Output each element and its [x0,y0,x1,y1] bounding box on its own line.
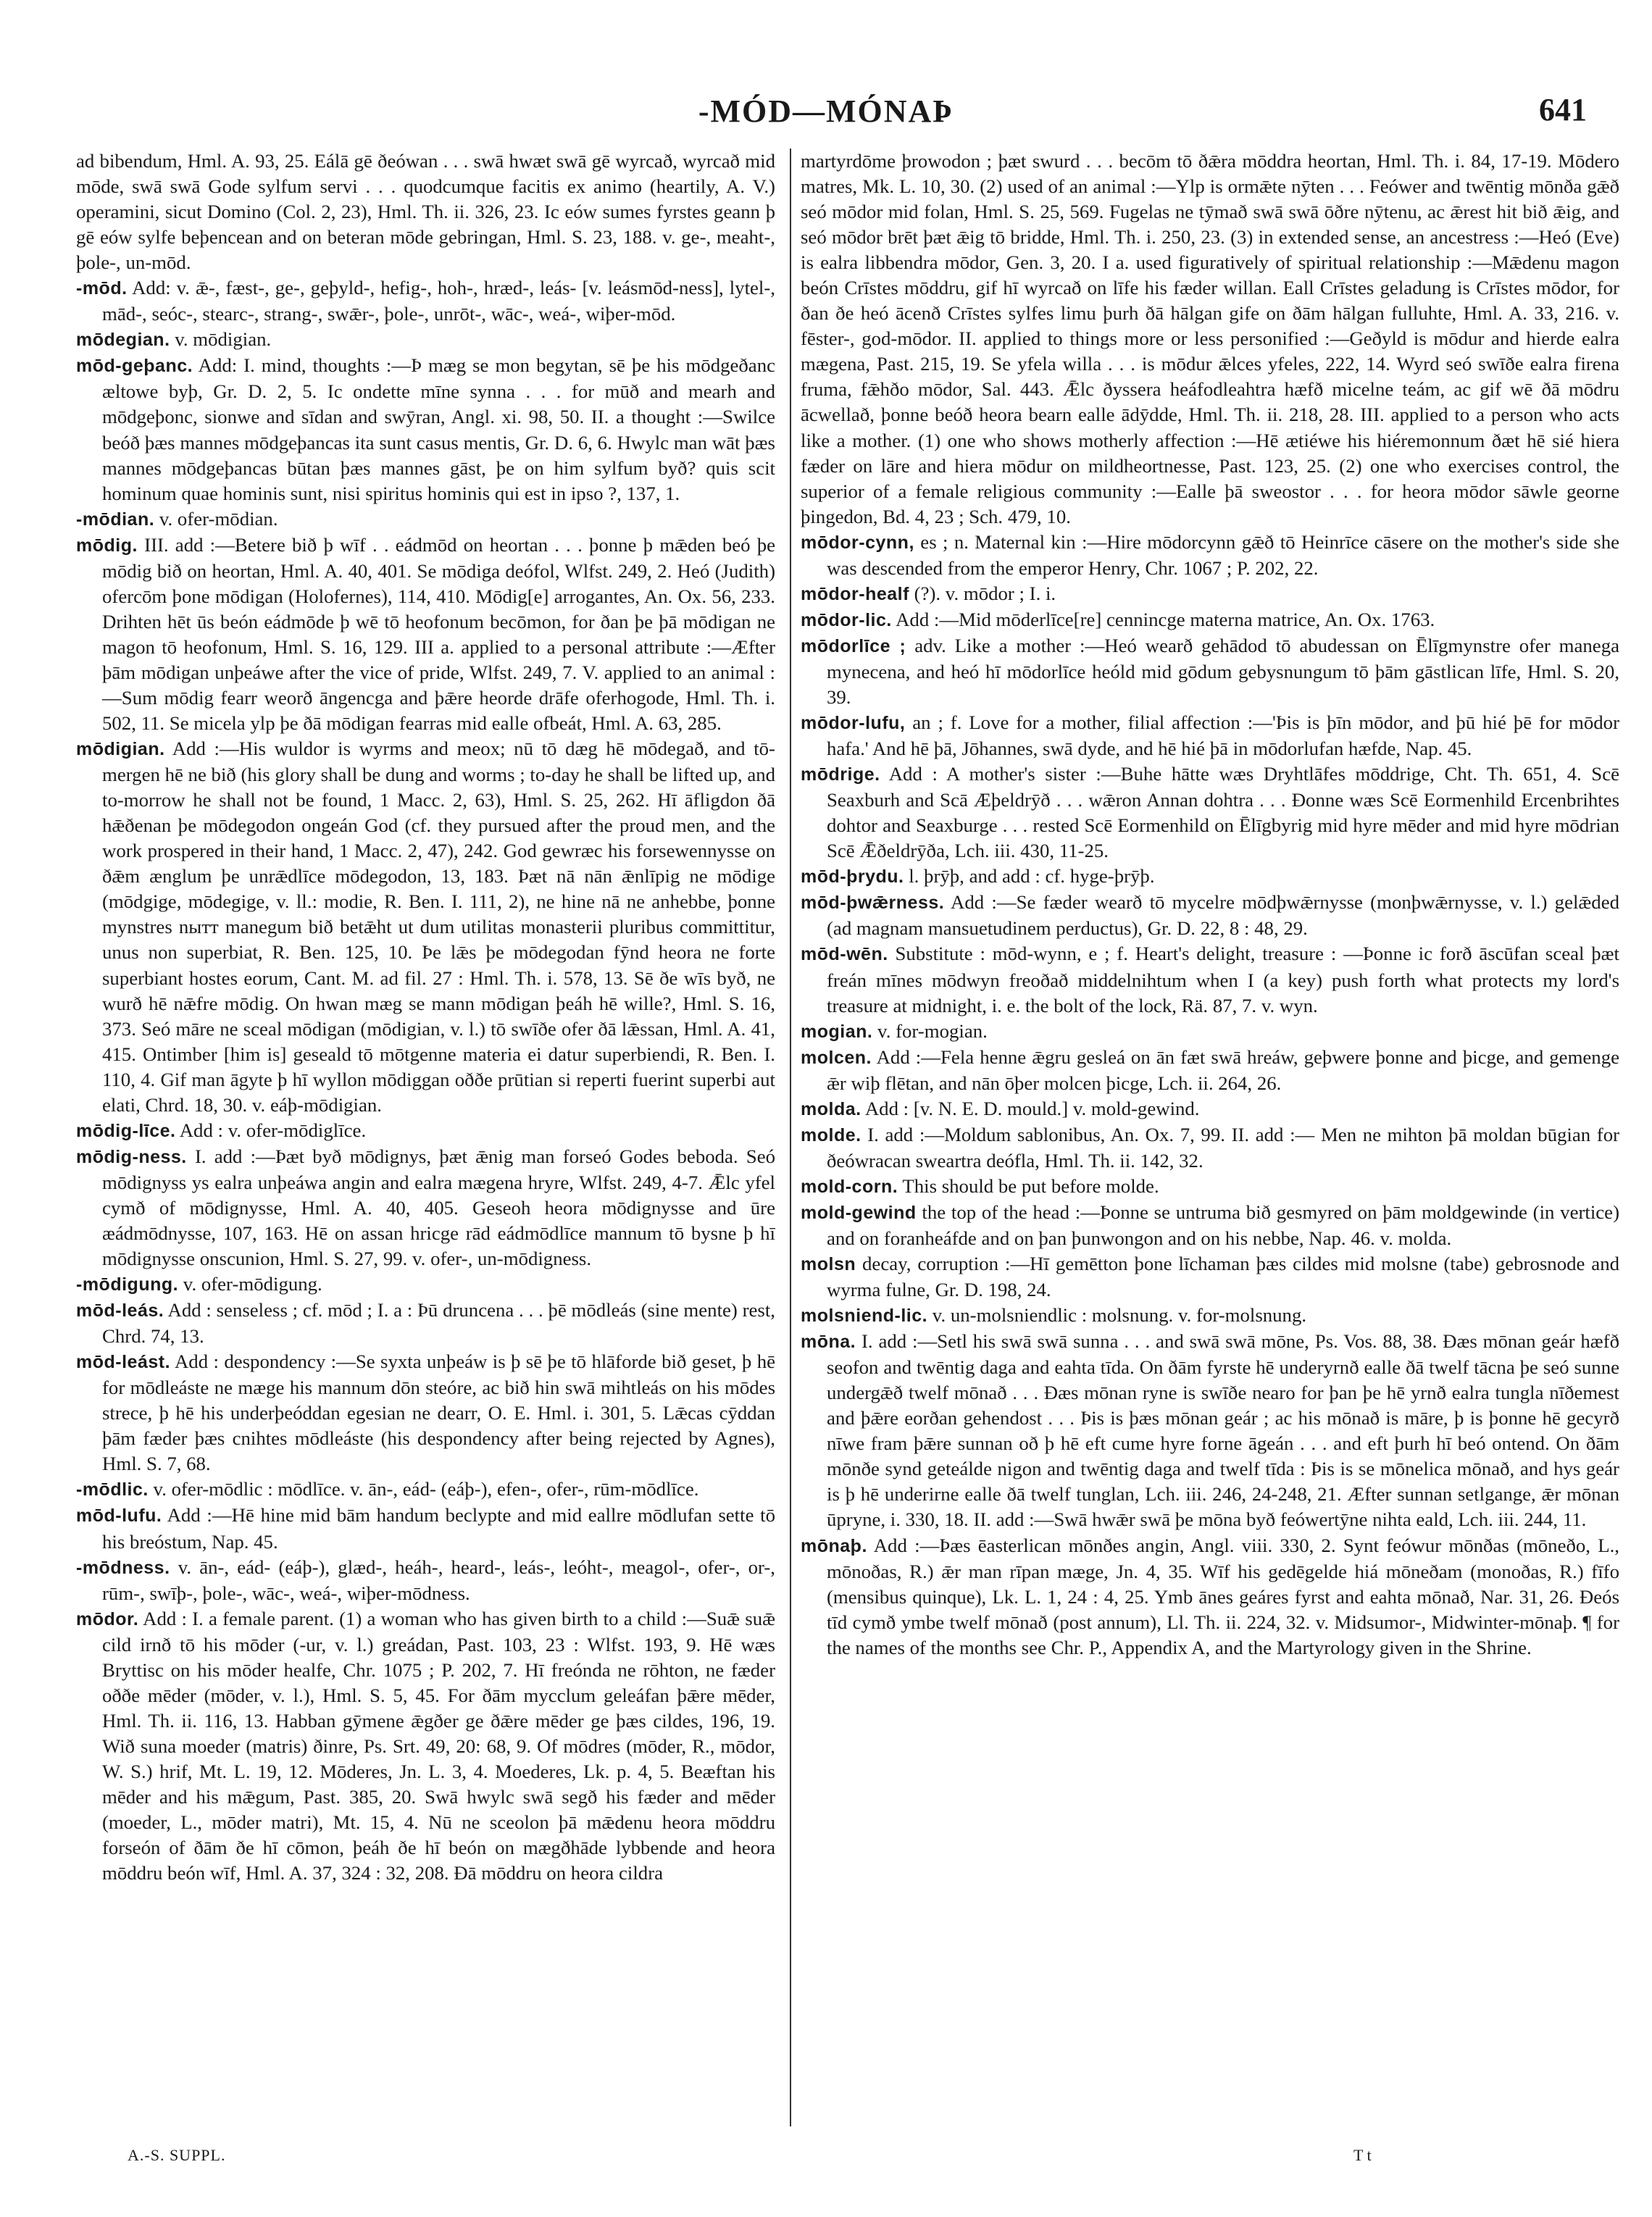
entry-text: Add : senseless ; cf. mōd ; I. a : Þū druncena . . . þē mōdleás (sine mente) rest, Chrd. 74, 13. [102,1299,775,1348]
entry-headword: mold-gewind [801,1202,917,1223]
entry-headword: molda. [801,1098,862,1119]
entry-text: Add :—Þæs ēasterlican mōnðes angin, Angl. viii. 330, 2. Synt feówur mōnðas (mōneðo, L., mōnoðas, R.) ǣr man rīpan mæge, Jn. 4, 35. Wīf his gedēgelde hiá mōneðam (monoðas, R.) fīfo (mensibus quinque), Lk. L. 1, 24 : 4, 25. Ymb ānes geáres fyrst and eahta mōnað, Nar. 31, 26. Ðeós tīd cymð ymbe twelf mōnað (post annum), Ll. Th. ii. 224, 32. v. Midsumor-, Midwinter-mōnaþ. ¶ for the names of the months see Chr. P., Appendix A, and the Martyrology given in the Shrine. [827,1534,1619,1658]
entry-headword: mōdig-līce. [76,1120,176,1141]
dictionary-entry [801,1303,1619,1329]
dictionary-entry [801,530,1619,581]
entry-text: decay, corruption :—Hī gemētton þone līchaman þæs cildes mid molsne (tabe) gebrosnode and wyrma fulne, Gr. D. 198, 24. [827,1253,1619,1301]
entry-headword: -mōdian. [76,509,155,530]
dictionary-entry [76,327,775,353]
dictionary-entry [76,736,775,1118]
dictionary-entry [76,1144,775,1272]
entry-headword: mōdor-cynn, [801,532,914,553]
entry-text: es ; n. Maternal kin :—Hire mōdorcynn gǣð tō Heinrīce cāsere on the mother's side she was descended from the emperor Henry, Chr. 1067 ; P. 202, 22. [827,530,1619,579]
dictionary-entry [76,1118,775,1144]
dictionary-entry [801,1122,1619,1174]
entry-text: I. add :—Moldum sablonibus, An. Ox. 7, 99. II. add :— Men ne mihton þā moldan būgian for ðeówracan sweartra deófla, Hml. Th. ii. 142, 32. [827,1123,1619,1172]
dictionary-entry [76,1477,775,1503]
entry-headword: mōdor-lufu, [801,713,906,734]
dictionary-entry [801,1019,1619,1045]
entry-headword: molsn [801,1254,856,1275]
entry-headword: mōdigian. [76,739,165,760]
entry-headword: -mōdlic. [76,1479,149,1500]
entry-headword: mōd-þwǣrness. [801,893,945,914]
entry-headword: mōd-lufu. [76,1506,162,1527]
entry-headword: mold-corn. [801,1176,898,1197]
entry-headword: mōna. [801,1332,856,1353]
entry-headword: mōdor-healf [801,583,909,604]
dictionary-entry [801,1045,1619,1096]
dictionary-entry [801,890,1619,941]
entry-headword: mōd-wēn. [801,944,888,965]
entry-headword: mōdig. [76,535,138,556]
entry-text: v. for-mogian. [877,1019,988,1042]
entry-text: Add : A mother's sister :—Buhe hātte wæs Dryhtlāfes mōddrige, Cht. Th. 651, 4. Scē Seaxburh and Scā Æþeldrȳð . . . wǣron Annan dohtra . . . Ðonne wæs Scē Eormenhild Ercenbrihtes dohtor and Seaxburge . . . rested Scē Eormenhild on Ēlīgbyrig mid hyre mēder and mid hyre mōdrian Scē Ǣðeldrȳða, Lch. iii. 430, 11-25. [827,763,1619,862]
entry-headword: mōnaþ. [801,1535,867,1556]
dictionary-entry [801,149,1619,530]
entry-text: III. add :—Betere bið þ wīf . . eádmōd on heortan . . . þonne þ mǣden beó þe mōdig bið on heortan, Hml. A. 40, 401. Se mōdiga deófol, Wlfst. 249, 2. Heó (Judith) ofercōm þone mōdigan (Holofernes), 114, 410. Mōdig[e] arrogantes, An. Ox. 56, 233. Drihten hēt ūs beón eádmōde þ wē tō heofonum becōmon, for ðan þe þā mōdigan ne magon tō heofonum, Hml. S. 16, 129. III a. applied to a personal attribute :—Æfter þām mōdigan unþeáwe after the vice of pride, Wlfst. 249, 7. V. applied to an animal :—Sum mōdig fearr weorð āngencga and þǣre heorde drāfe oferhogode, Hml. Th. i. 502, 11. Se micela ylp þe ðā mōdigan fearras mid ealle ofbeát, Hml. A. 63, 285. [102,533,775,735]
dictionary-entry [801,1096,1619,1122]
column-divider [790,149,791,2126]
dictionary-entry [801,1533,1619,1661]
dictionary-entry [76,353,775,506]
entry-headword: mogian. [801,1021,873,1042]
dictionary-entry [76,1503,775,1554]
entry-text: v. un-molsniendlic : molsnung. v. for-molsnung. [932,1304,1307,1327]
entry-headword: mōdorlīce ; [801,635,906,656]
entry-text: l. þrȳþ, and add : cf. hyge-þrȳþ. [909,865,1155,888]
entry-text: Add :—Hē hine mid bām handum beclypte and mid eallre mōdlufan sette tō his breóstum, Nap. 45. [102,1504,775,1553]
dictionary-entry [801,941,1619,1018]
entry-headword: mōd-leás. [76,1300,164,1322]
entry-text: v. ān-, eád- (eáþ-), glæd-, heáh-, heard-, leás-, leóht-, meagol-, ofer-, or-, rūm-, swīþ-, þole-, wāc-, weá-, wiþer-mōdness. [102,1556,775,1604]
entry-text: Add : v. ofer-mōdiglīce. [179,1119,367,1141]
dictionary-entry [801,607,1619,633]
entry-headword: -mōdigung. [76,1274,179,1295]
entry-text: Add : [v. N. E. D. mould.] v. mold-gewind. [864,1097,1200,1119]
left-column [76,149,775,2134]
entry-headword: mōdig-ness. [76,1146,187,1167]
entry-text: Add : I. a female parent. (1) a woman who has given birth to a child :—Suǣ suǣ cild irnð tō his mōder (-ur, v. l.) greádan, Past. 103, 23 : Wlfst. 193, 9. Hē wæs Bryttisc on his mōder healfe, Chr. 1075 ; P. 202, 7. Hī freónda ne rōhton, ne fæder oððe mēder (mōder, v. l.), Hml. S. 5, 45. For ðām mycclum geleáfan þǣre mēder, Hml. Th. ii. 116, 13. Habban gȳmene ǣgðer ge ðǣre mēder ge þæs cildes, 196, 19. Wið suna moeder (matris) ðinre, Ps. Srt. 49, 20: 68, 9. Of mōdres (mōder, R., mōdor, W. S.) hrif, Mt. L. 19, 12. Mōderes, Jn. L. 3, 4. Moederes, Lk. p. 4, 5. Beæftan his mēder and his mǣgum, Past. 385, 20. Swā hwylc swā segð his fæder and mēder (moeder, L., mōder matri), Mt. 15, 4. Nū ne sceolon þā mǣdenu heora mōddru forseón of ðām ðe hī cōmon, þeáh ðe hī beón on mægðhāde lybbende and heora mōddru beón wīf, Hml. A. 37, 324 : 32, 208. Ðā mōddru on heora cildra [102,1607,775,1884]
running-head: -MÓD—MÓNAÞ [698,93,954,129]
entry-text: the top of the head :—Þonne se untruma bið gesmyred on þām moldgewinde (in vertice) and on foranheáfde and on þan þunwongon and on his nebbe, Nap. 46. v. molda. [827,1201,1619,1249]
entry-headword: molde. [801,1124,862,1145]
entry-headword: mōd-þrydu. [801,867,904,888]
entry-headword: mōdor. [76,1608,139,1629]
entry-text: martyrdōme þrowodon ; þæt swurd . . . becōm tō ðǣra mōddra heortan, Hml. Th. i. 84, 17-19. Mōdero matres, Mk. L. 10, 30. (2) used of an animal :—Ylp is ormǣte nȳten . . . Feówer and twēntig mōnða gǣð seó mōdor mid folan, Hml. S. 25, 569. Fugelas ne tȳmað swā swā ōðre nȳtenu, ac ǣrest hit bið ǣig, and seó mōdor brēt þæt ǣig tō bridde, Hml. Th. i. 250, 23. (3) in extended sense, an ancestress :—Heó (Eve) is ealra libbendra mōdor, Gen. 3, 20. I a. used figuratively of spiritual relationship :—Mǣdenu magon beón Crīstes mōddru, gif hī wyrcað on līfe his fæder willan. Eall Crīstes geladung is Crīstes mōdor, for ðan ðe heó ācenð Crīstes sylfes limu þurh ðā hālgan gife on ðām hālgan fulluhte, Hml. A. 33, 216. v. fēster-, god-mōdor. II. applied to things more or less personified :—Geðyld is mōdur and hierde ealra mægena, Past. 215, 19. Se yfela willa . . . is mōdur ǣlces yfeles, 222, 14. Wyrd seó swīðe ealra firena fruma, fǣhðo mōdor, Sal. 443. Ǣlc ðyssera heáfodleahtra hæfð micelne teám, ac gif wē ðā mōdru ācwellað, þonne beóð heora bearn ealle ādȳdde, Hml. Th. ii. 218, 28. III. applied to a person who acts like a mother. (1) one who shows motherly affection :—Hē ætiéwe his hiéremonnum ðæt hē sié hiera fæder on lāre and hiera mōdur on mildheortnesse, Past. 123, 25. (2) one who exercises control, the superior of a female religious community :—Ealle þā sweostor . . . for heora mōdor sāwle georne þingedon, Bd. 4, 23 ; Sch. 479, 10. [801,150,1619,527]
entry-text: I. add :—Þæt byð mōdignys, þæt ǣnig man forseó Godes beboda. Seó mōdignyss ys ealra unþeáwa angin and ealra mægena hryre, Wlfst. 249, 4-7. Ǣlc yfel cymð of mōdignysse, Hml. A. 40, 405. Geseoh heora mōdignysse and ūre æádmōdnysse, 107, 163. Hē on assan hricge rād eádmōdlīce mannum tō bysne þ hī mōdignysse onscunion, Hml. S. 27, 99. v. ofer-, un-mōdigness. [102,1145,775,1270]
entry-text: Add :—His wuldor is wyrms and meox; nū tō dæg hē mōdegað, and tō-mergen hē ne bið (his glory shall be dung and worms ; to-day he shall be lifted up, and to-morrow he shall not be found, 1 Macc. 2, 63), Hml. S. 25, 262. Hī āfligdon ðā hǣðenan þe mōdegodon ongeán God (cf. they pursued after the proud men, and the work prospered in their hand, 1 Macc. 2, 47), 242. God gewræc his forsewennysse on ðǣm ænglum þe unrǣdlīce mōdegodon, 13, 183. Þæt nā nān ǣnlīpig ne mōdige (mōdgige, mōdegige, v. ll.: modie, R. Ben. I. 111, 2), ne hine nā ne anhebbe, þonne mynstres nытт manegum bið betǣht ut dum utilitas monasterii pluribus committitur, unus non superbiat, R. Ben. 125, 10. Þe lǣs þe mōdegodan fȳnd heora ne forte superbiant hostes eorum, Cant. M. ad fil. 27 : Hml. Th. i. 578, 13. Sē ðe wīs byð, ne wurð hē nǣfre mōdig. On hwan mæg se mann mōdigan þeáh hē wille?, Hml. S. 16, 373. Seó māre ne sceal mōdigan (mōdigian, v. l.) tō swīðe ofer ðā lǣssan, Hml. A. 41, 415. Ontimber [him is] geseald tō mōtgenne materia ei datur superbiendi, R. Ben. I. 110, 4. Gif man āgyte þ hī wyllon mōdiggan oððe prūtian si reperti fuerint superbi aut elati, Chrd. 18, 30. v. eáþ-mōdigian. [102,738,775,1116]
entry-headword: mōdrige. [801,764,880,785]
dictionary-entry [801,1251,1619,1303]
signature-mark: A.-S. SUPPL. [128,2146,226,2164]
entry-text: Add : despondency :—Se syxta unþeáw is þ sē þe tō hlāforde bið geset, þ hē for mōdleáste ne mæge his mannum dōn steóre, ac bið hin swā mihtleás on his mōdes strece, þ hē his underþeóddan egesian ne dearr, O. E. Hml. i. 301, 5. Lǣcas cȳddan þām fæder þæs cnihtes mōdleáste (his despondency after being rejected by Agnes), Hml. S. 7, 68. [102,1350,775,1475]
entry-text: This should be put before molde. [902,1174,1159,1197]
entry-text: v. ofer-mōdian. [159,507,278,530]
entry-text: an ; f. Love for a mother, filial affection :—'Þis is þīn mōdor, and þū hié þē for mōdor hafa.' And hē þā, Jōhannes, swā dyde, and hē hié þā in mōdorlufan hæfde, Nap. 45. [827,711,1619,760]
dictionary-entry [76,149,775,275]
entry-text: Add :—Mid mōderlīce[re] cennincge materna matrice, An. Ox. 1763. [896,608,1435,630]
entry-headword: -mōdness. [76,1557,170,1578]
entry-text: adv. Like a mother :—Heó wearð gehādod tō abudessan on Ēlīgmynstre ofer manega mynecena, and heó hī mōdorlīce heóld mid gōdum gebysnungum tō þām gāstlican līfe, Hml. S. 20, 39. [827,634,1619,708]
entry-headword: mōd-leást. [76,1352,171,1373]
dictionary-entry [801,1200,1619,1251]
dictionary-entry [76,275,775,327]
dictionary-entry [76,506,775,533]
dictionary-entry [801,581,1619,607]
dictionary-entry [76,1349,775,1477]
dictionary-entry [76,533,775,736]
dictionary-entry [801,1174,1619,1200]
entry-headword: mōdor-lic. [801,609,892,630]
entry-text: I. add :—Setl his swā swā sunna . . . and swā swā mōne, Ps. Vos. 88, 38. Ðæs mōnan geár hæfð seofon and twēntig daga and eahta tīda. On ðām fyrste hē underyrnð ealle ðā twelf tācna þe seó sunne undergǣð twelf mōnað . . . Ðæs mōnan ryne is swīðe nearo for þan þe hē yrnð ealra tungla nīðemest and þǣre eorðan gehendost . . . Þis is þæs mōnan geár ; ac his mōnað is māre, þ is þonne hē gecyrð nīwe fram þǣre sunnan oð þ hē eft cume hyre forne āgeán . . . and eft þurh hī beó ontend. On ðām mōnðe synd geteálde nigon and twēntig daga and twelf tīda : Þis is se mōnelica mōnað, and hys geár is þ hē underirne ealle ðā twelf tunglan, Lch. iii. 246, 24-248, 21. Æfter sunnan setlgange, ǣr mōnan ūpryne, i. 330, 18. II. add :—Swā hwǣr swā þe mōna byð feówertȳne nihta eald, Lch. iii. 244, 11. [827,1330,1619,1531]
entry-text: v. ofer-mōdigung. [183,1273,322,1295]
dictionary-entry [801,864,1619,890]
signature-letter: T t [1353,2146,1372,2164]
entry-text: v. mōdigian. [175,328,272,351]
entry-headword: mōdegian. [76,330,170,351]
entry-text: Add: I. mind, thoughts :—Þ mæg se mon begytan, sē þe his mōdgeðanc æltowe byþ, Gr. D. 2, 5. Ic ondette mīne synna . . . for mūð and mearh and mōdgeþonc, sionwe and sīdan and swȳran, Angl. xi. 98, 50. II. a thought :—Swilce beóð þæs mannes mōdgeþancas ita sunt casus mentis, Gr. D. 6, 6. Hwylc man wāt þæs mannes mōdgeþancas būtan þæs mannes gāst, þe on him sylfum byð? quis scit hominum quae hominis sunt, nisi spiritus hominis qui est in ipso ?, 137, 1. [102,354,775,504]
entry-text: Add :—Fela henne ǣgru gesleá on ān fæt swā hreáw, geþwere þonne and þicge, and gemenge ǣr wiþ flētan, and nān ōþer molcen þicge, Lch. ii. 264, 26. [827,1045,1619,1094]
entry-text: (?). v. mōdor ; I. i. [914,582,1056,604]
entry-headword: -mōd. [76,278,128,299]
entry-text: Add: v. ǣ-, fæst-, ge-, geþyld-, hefig-, hoh-, hræd-, leás- [v. leásmōd-ness], lytel-, mād-, seóc-, stearc-, strang-, swǣr-, þole-, unrōt-, wāc-, weá-, wiþer-mōd. [102,277,775,325]
dictionary-entry [801,633,1619,710]
entry-text: Substitute : mōd-wynn, e ; f. Heart's delight, treasure : —Þonne ic forð āscūfan sceal þæt freán mīnes mōdwyn freoðað middelnihtum when I (a key) push forth what protects my lord's treasure at midnight, i. e. the bolt of the lock, Rä. 87, 7. v. wyn. [827,943,1619,1016]
dictionary-entry [801,761,1619,864]
dictionary-entry [76,1272,775,1298]
right-column [801,149,1619,2134]
dictionary-entry [801,1329,1619,1532]
dictionary-entry [76,1555,775,1606]
entry-headword: mōd-geþanc. [76,356,193,377]
entry-text: ad bibendum, Hml. A. 93, 25. Eálā gē ðeówan . . . swā hwæt swā gē wyrcað, wyrcað mid mōde, swā swā Gode sylfum servi . . . quodcumque facitis ex animo (heartily, A. V.) operamini, sicut Domino (Col. 2, 23), Hml. Th. ii. 326, 23. Ic eów sumes fyrstes geann þ gē eów sylfe beþencean and on beteran mōde gebringan, Hml. S. 23, 188. v. ge-, meaht-, þole-, un-mōd. [76,150,775,274]
dictionary-entry [76,1606,775,1887]
dictionary-entry [76,1298,775,1349]
dictionary-entry [801,710,1619,761]
page-number: 641 [1539,92,1587,128]
entry-headword: molcen. [801,1047,872,1068]
entry-text: Add :—Se fæder wearð tō mycelre mōdþwǣrnysse (monþwǣrnysse, v. l.) gelǣded (ad magnam mansuetudinem perductus), Gr. D. 22, 8 : 48, 29. [827,891,1619,940]
entry-headword: molsniend-lic. [801,1306,928,1327]
entry-text: v. ofer-mōdlic : mōdlīce. v. ān-, eád- (eáþ-), efen-, ofer-, rūm-mōdlīce. [153,1478,699,1500]
